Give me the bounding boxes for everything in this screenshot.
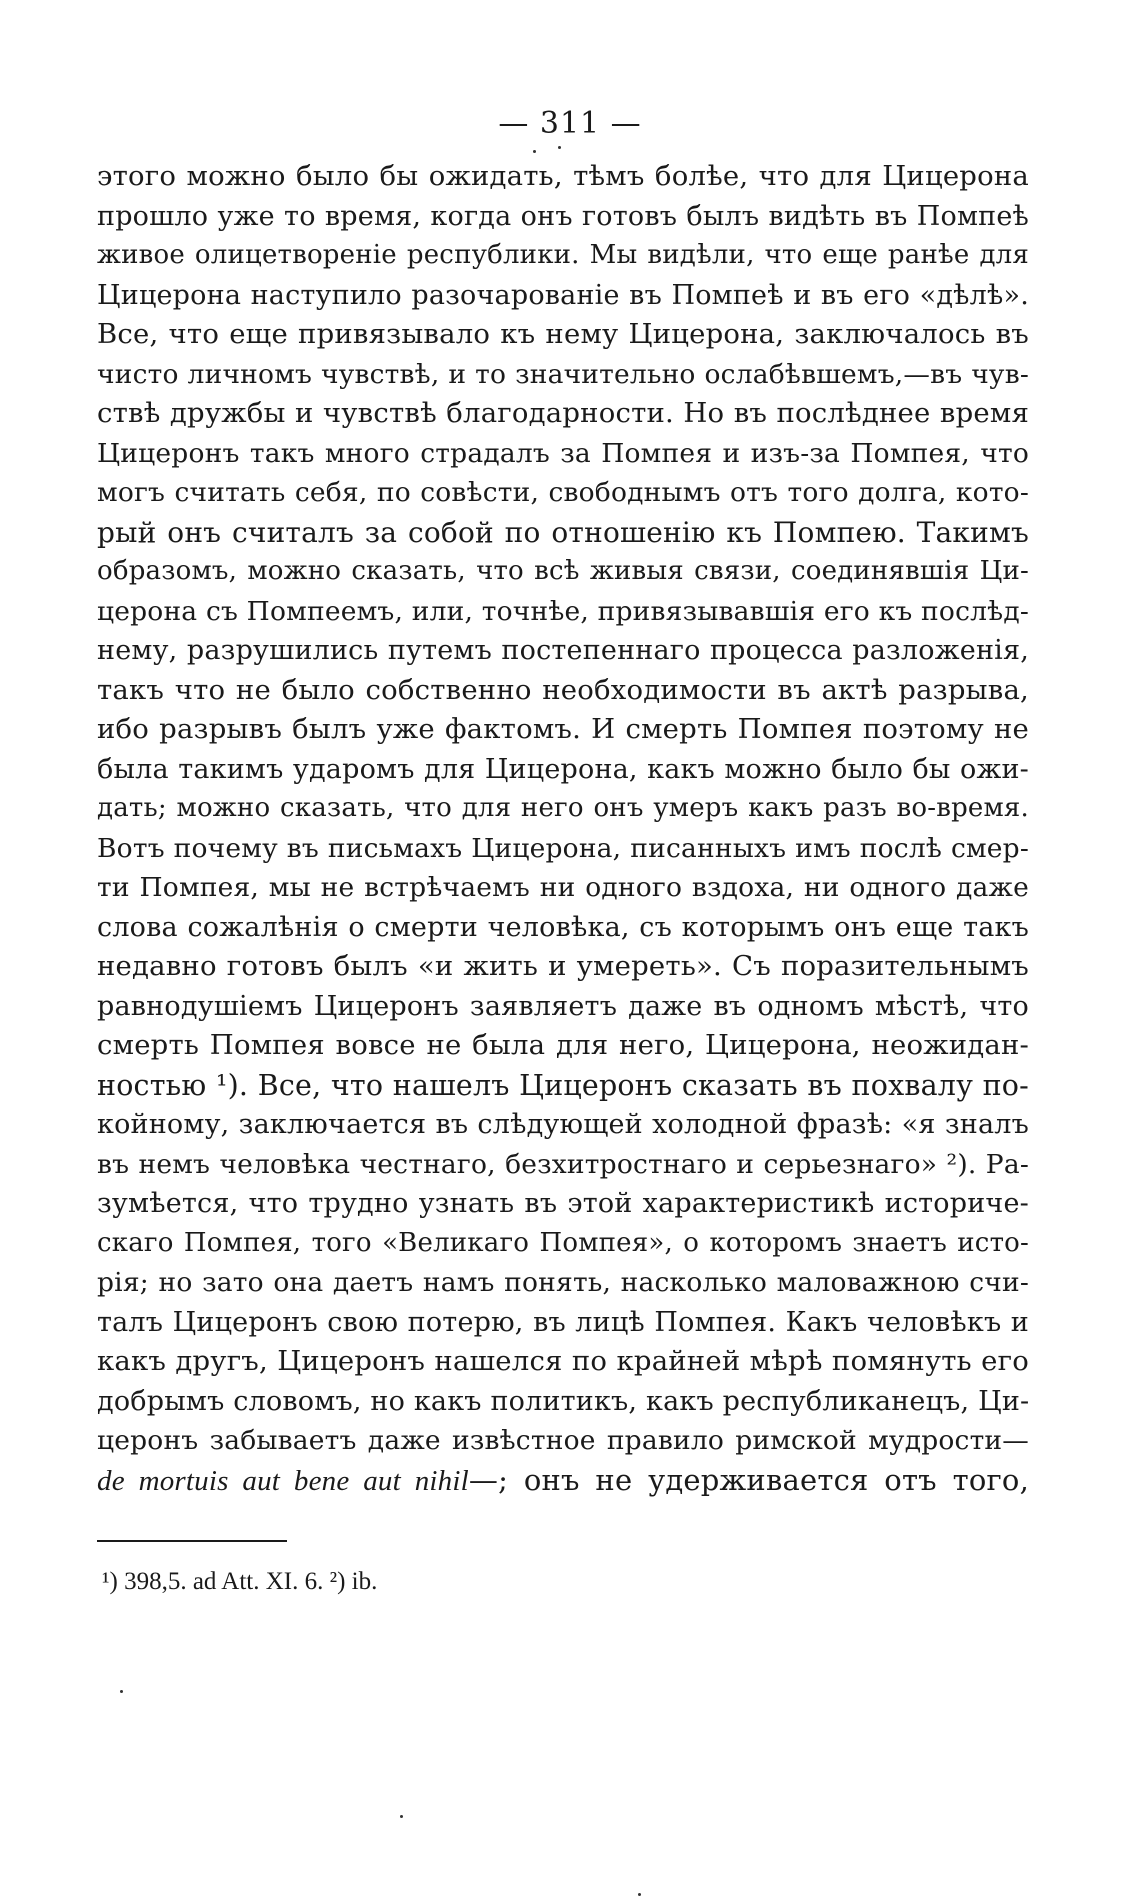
latin-maxim: de mortuis aut bene aut nihil [97,1464,469,1497]
page-number: — 311 — [498,106,642,141]
text-line: талъ Цицеронъ свою потерю, въ лицѣ Помпея. Какъ человѣкъ и [97,1306,1029,1338]
text-line: койному, заключается въ слѣдующей холодной фразѣ: «я зналъ [97,1109,1029,1140]
footnotes: ¹) 398,5. ad Att. XI. 6. ²) ib. [102,1568,378,1595]
text-line: чисто личномъ чувствѣ, и то значительно ослабѣвшемъ,—въ чув- [97,358,1029,390]
text-line: Цицерона наступило разочарованіе въ Помпеѣ и въ его «дѣлѣ». [97,279,1029,311]
scan-speck [638,1893,641,1896]
text-line: ти Помпея, мы не встрѣчаемъ ни одного вздоха, ни одного даже [97,872,1029,903]
body-text [97,157,1029,1500]
text-line: дать; можно сказать, что для него онъ умеръ какъ разъ во-время. [97,793,1029,823]
text-line: недавно готовъ былъ «и жить и умереть». Съ поразительнымъ [97,950,1029,982]
footnote-rule [97,1540,287,1542]
text-line: такъ что не было собственно необходимости въ актѣ разрыва, [97,673,1029,706]
text-line: ибо разрывъ былъ уже фактомъ. И смерть Помпея поэтому не [97,713,1029,745]
text-line: Цицеронъ такъ много страдалъ за Помпея и изъ-за Помпея, что [97,437,1029,469]
text-line: слова сожалѣнія о смерти человѣка, съ которымъ онъ еще такъ [97,911,1029,943]
text-line: зумѣется, что трудно узнать въ этой характеристикѣ историче- [97,1188,1029,1219]
text-line: живое олицетвореніе республики. Мы видѣли, что еще ранѣе для [97,240,1029,270]
scan-speck [400,1815,403,1818]
text-line: нему, разрушились путемъ постепеннаго процесса разложенія, [97,635,1029,666]
text-line: рый онъ считалъ за собой по отношенію къ Помпею. Такимъ [97,515,1029,549]
scan-speck [558,146,561,149]
text-line: въ немъ человѣка честнаго, безхитростнаго и серьезнаго» ²). Ра- [97,1148,1029,1180]
text-line: добрымъ словомъ, но какъ политикъ, какъ республиканецъ, Ци- [97,1385,1030,1417]
last-line-rest: —; онъ не удерживается отъ того, [468,1462,1029,1497]
text-line: церонъ забываетъ даже извѣстное правило римской мудрости— [97,1425,1029,1456]
text-line: какъ другъ, Цицеронъ нашелся по крайней мѣрѣ помянуть его [97,1345,1029,1377]
text-line: рія; но зато она даетъ намъ понять, насколько маловажною счи- [97,1267,1029,1298]
text-line: ствѣ дружбы и чувствѣ благодарности. Но въ послѣднее время [97,397,1029,429]
text-line: церона съ Помпеемъ, или, точнѣе, привязывавшія его къ послѣд- [97,595,1029,627]
text-line: Вотъ почему въ письмахъ Цицерона, писанныхъ имъ послѣ смер- [97,832,1029,864]
text-line: прошло уже то время, когда онъ готовъ былъ видѣть въ Помпеѣ [97,200,1029,232]
text-line-last [97,1461,1029,1501]
text-line: была такимъ ударомъ для Цицерона, какъ можно было бы ожи- [97,753,1029,785]
text-line: равнодушіемъ Цицеронъ заявляетъ даже въ одномъ мѣстѣ, что [97,990,1029,1022]
scan-speck [533,150,536,153]
text-line: Все, что еще привязывало къ нему Цицерона, заключалось въ [97,318,1029,350]
text-line: смерть Помпея вовсе не была для него, Цицерона, неожидан- [97,1029,1029,1061]
text-line: скаго Помпея, того «Великаго Помпея», о которомъ знаетъ исто- [97,1227,1029,1258]
text-line: образомъ, можно сказать, что всѣ живыя связи, соединявшія Ци- [97,556,1029,586]
text-line: этого можно было бы ожидать, тѣмъ болѣе, что для Цицерона [97,160,1029,192]
text-line: ностью ¹). Все, что нашелъ Цицеронъ сказать въ похвалу по- [97,1068,1029,1102]
text-line: могъ считать себя, по совѣсти, свободнымъ отъ того долга, кото- [97,477,1029,508]
scan-speck [120,1690,123,1693]
